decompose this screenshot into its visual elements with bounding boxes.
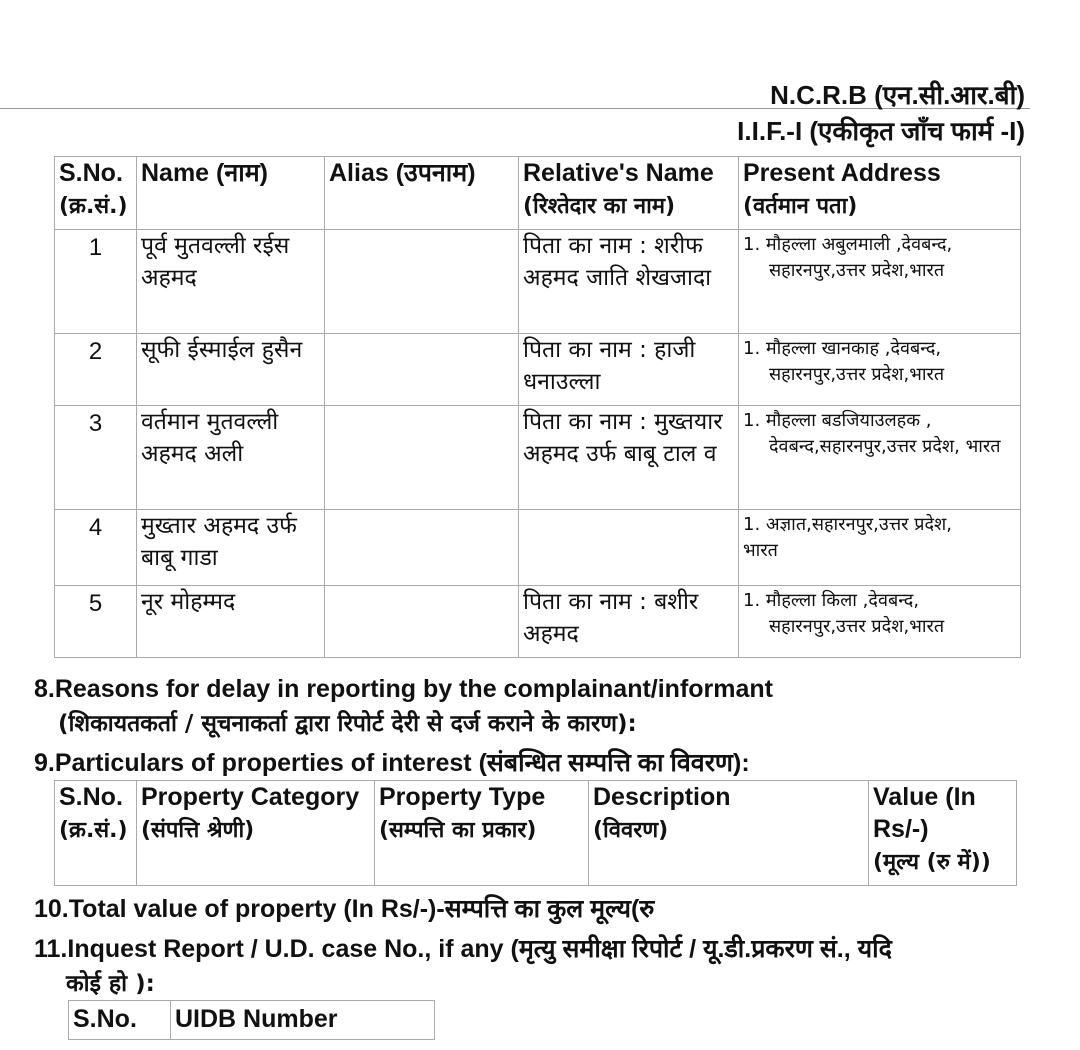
row-alias xyxy=(325,334,519,406)
row-address: 1. मौहल्ला खानकाह ,देवबन्द, सहारनपुर,उत्तर प्रदेश,भारत xyxy=(739,334,1021,406)
col-address: Present Address (वर्तमान पता) xyxy=(739,157,1021,230)
row-address: 1. अज्ञात,सहारनपुर,उत्तर प्रदेश, भारत xyxy=(739,510,1021,586)
col-description: Description (विवरण) xyxy=(589,781,869,886)
row-address: 1. मौहल्ला किला ,देवबन्द, सहारनपुर,उत्तर प्रदेश,भारत xyxy=(739,586,1021,658)
row-alias xyxy=(325,586,519,658)
row-name: मुख्तार अहमद उर्फ बाबू गाडा xyxy=(137,510,325,586)
col-sno: S.No. (क्र.सं.) xyxy=(55,781,137,886)
row-name: नूर मोहम्मद xyxy=(137,586,325,658)
section-11-title: 11.Inquest Report / U.D. case No., if any (मृत्यु समीक्षा रिपोर्ट / यू.डी.प्रकरण सं., यदि xyxy=(34,935,892,963)
section-9-title: 9.Particulars of properties of interest (संबन्धित सम्पत्ति का विवरण): xyxy=(34,749,750,777)
row-sno: 4 xyxy=(55,510,137,586)
table-row xyxy=(55,510,1021,586)
row-relative: पिता का नाम : शरीफ अहमद जाति शेखजादा xyxy=(519,230,739,334)
row-sno: 5 xyxy=(55,586,137,658)
property-table xyxy=(54,780,1017,886)
section-8-hindi: (शिकायतकर्ता / सूचनाकर्ता द्वारा रिपोर्ट देरी से दर्ज कराने के कारण): xyxy=(58,711,637,737)
uidb-table xyxy=(68,1000,435,1040)
col-sno: S.No. xyxy=(69,1001,171,1040)
table-row xyxy=(55,586,1021,658)
row-name: पूर्व मुतवल्ली रईस अहमद xyxy=(137,230,325,334)
col-relative: Relative's Name (रिश्तेदार का नाम) xyxy=(519,157,739,230)
col-property-type: Property Type (सम्पत्ति का प्रकार) xyxy=(375,781,589,886)
section-10-title: 10.Total value of property (In Rs/-)-सम्पत्ति का कुल मूल्य(रु xyxy=(34,895,655,923)
table-row xyxy=(55,334,1021,406)
row-sno: 1 xyxy=(55,230,137,334)
row-name: वर्तमान मुतवल्ली अहमद अली xyxy=(137,406,325,510)
row-relative: पिता का नाम : हाजी धनाउल्ला xyxy=(519,334,739,406)
row-alias xyxy=(325,406,519,510)
uidb-table-header xyxy=(69,1001,435,1040)
row-relative: पिता का नाम : बशीर अहमद xyxy=(519,586,739,658)
row-sno: 2 xyxy=(55,334,137,406)
col-sno: S.No. (क्र.सं.) xyxy=(55,157,137,230)
col-name: Name (नाम) xyxy=(137,157,325,230)
accused-table-header xyxy=(55,157,1021,230)
row-address: 1. मौहल्ला बडजियाउलहक , देवबन्द,सहारनपुर,उत्तर प्रदेश, भारत xyxy=(739,406,1021,510)
form-heading: I.I.F.-I (एकीकृत जाँच फार्म -I) xyxy=(737,116,1025,146)
row-sno: 3 xyxy=(55,406,137,510)
col-uidb-number: UIDB Number xyxy=(171,1001,435,1040)
property-table-header xyxy=(55,781,1017,886)
row-alias xyxy=(325,510,519,586)
col-value: Value (In Rs/-) (मूल्य (रु में)) xyxy=(869,781,1017,886)
row-name: सूफी ईस्माईल हुसैन xyxy=(137,334,325,406)
col-property-category: Property Category (संपत्ति श्रेणी) xyxy=(137,781,375,886)
row-relative: पिता का नाम : मुख्तयार अहमद उर्फ बाबू टाल व xyxy=(519,406,739,510)
row-address: 1. मौहल्ला अबुलमाली ,देवबन्द, सहारनपुर,उत्तर प्रदेश,भारत xyxy=(739,230,1021,334)
section-8-title: 8.Reasons for delay in reporting by the complainant/informant xyxy=(34,675,774,703)
row-relative xyxy=(519,510,739,586)
accused-table xyxy=(54,156,1021,658)
agency-heading: N.C.R.B (एन.सी.आर.बी) xyxy=(770,80,1025,110)
table-row xyxy=(55,230,1021,334)
section-11-continued: कोई हो ): xyxy=(66,971,155,997)
table-row xyxy=(55,406,1021,510)
row-alias xyxy=(325,230,519,334)
col-alias: Alias (उपनाम) xyxy=(325,157,519,230)
